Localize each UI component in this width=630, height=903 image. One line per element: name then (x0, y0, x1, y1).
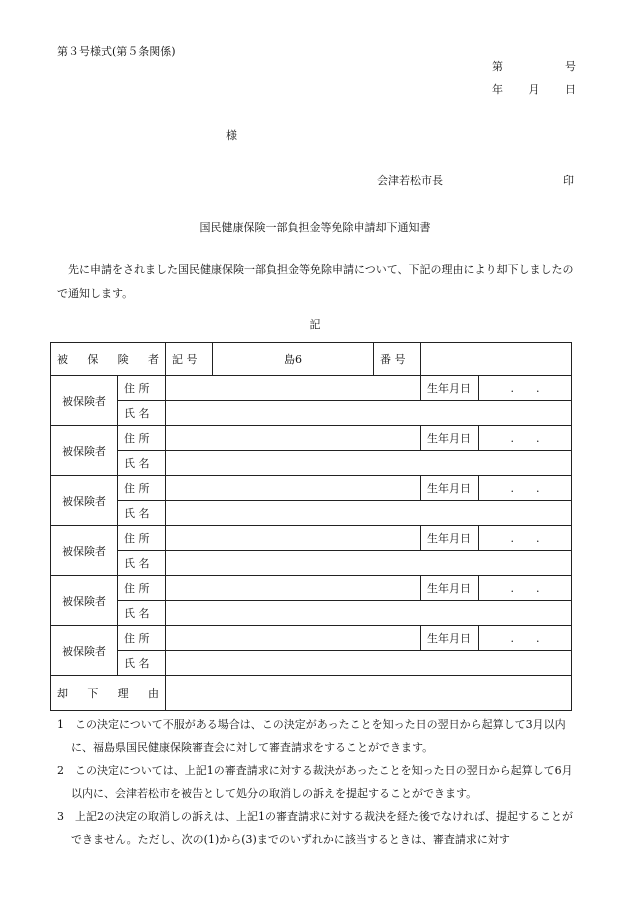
header-row (51, 343, 572, 376)
person-address-row (51, 526, 572, 551)
insured-label-cell (51, 343, 166, 376)
person-name-row (51, 651, 572, 676)
name-value (166, 601, 572, 626)
address-value (166, 426, 421, 451)
dob-value: . . (479, 576, 572, 601)
number-label: 番 号 (374, 343, 421, 376)
dob-label: 生年月日 (421, 526, 479, 551)
document-number (492, 58, 576, 74)
insured-label: 被 保 険 者 (57, 353, 159, 366)
name-label: 氏 名 (118, 401, 166, 426)
address-label: 住 所 (118, 426, 166, 451)
reason-label-cell (51, 676, 166, 711)
name-label: 氏 名 (118, 651, 166, 676)
address-label: 住 所 (118, 376, 166, 401)
dob-label: 生年月日 (421, 626, 479, 651)
address-label: 住 所 (118, 526, 166, 551)
address-value (166, 476, 421, 501)
dob-value: . . (479, 626, 572, 651)
person-label: 被保険者 (51, 426, 118, 476)
reason-row (51, 676, 572, 711)
name-label: 氏 名 (118, 601, 166, 626)
address-value (166, 526, 421, 551)
note-item: 3 上記2の決定の取消しの訴えは、上記1の審査請求に対する裁決を経た後でなければ、提起することができません。ただし、次の(1)から(3)までのいずれかに該当するときは、審査請求に対す (57, 810, 573, 846)
issuer: 会津若松市長 (377, 174, 443, 187)
address-value (166, 376, 421, 401)
person-address-row (51, 426, 572, 451)
note-item: 1 この決定について不服がある場合は、この決定があったことを知った日の翌日から起算して3月以内に、福島県国民健康保険審査会に対して審査請求をすることができます。 (57, 718, 566, 754)
symbol-label: 記 号 (166, 343, 213, 376)
dob-value: . . (479, 476, 572, 501)
address-value (166, 576, 421, 601)
person-name-row (51, 601, 572, 626)
person-address-row (51, 376, 572, 401)
dob-label: 生年月日 (421, 576, 479, 601)
person-label: 被保険者 (51, 626, 118, 676)
name-value (166, 451, 572, 476)
insured-table (50, 342, 572, 711)
dob-value: . . (479, 426, 572, 451)
dob-value: . . (479, 526, 572, 551)
form-number: 第３号様式(第５条関係) (57, 45, 176, 58)
person-name-row (51, 401, 572, 426)
reason-value (166, 676, 572, 711)
name-value (166, 501, 572, 526)
name-label: 氏 名 (118, 551, 166, 576)
dob-value: . . (479, 376, 572, 401)
seal-mark: 印 (563, 174, 574, 187)
issue-date (492, 81, 576, 97)
name-value (166, 651, 572, 676)
address-value (166, 626, 421, 651)
document-title: 国民健康保険一部負担金等免除申請却下通知書 (199, 221, 431, 234)
notes (57, 713, 577, 851)
address-label: 住 所 (118, 476, 166, 501)
symbol-value: 島6 (213, 343, 374, 376)
person-address-row (51, 626, 572, 651)
ki-heading: 記 (309, 318, 321, 331)
person-address-row (51, 476, 572, 501)
name-value (166, 551, 572, 576)
reason-label: 却 下 理 由 (57, 687, 159, 700)
person-address-row (51, 576, 572, 601)
address-label: 住 所 (118, 576, 166, 601)
person-label: 被保険者 (51, 476, 118, 526)
person-name-row (51, 551, 572, 576)
body-text: 先に申請をされました国民健康保険一部負担金等免除申請について、下記の理由により却下しましたので通知します。 (57, 263, 574, 300)
person-label: 被保険者 (51, 526, 118, 576)
date-day: 日 (565, 83, 576, 96)
dob-label: 生年月日 (421, 426, 479, 451)
date-year: 年 (492, 83, 503, 96)
name-label: 氏 名 (118, 451, 166, 476)
number-prefix: 第 (492, 60, 503, 73)
dob-label: 生年月日 (421, 376, 479, 401)
address-label: 住 所 (118, 626, 166, 651)
person-label: 被保険者 (51, 576, 118, 626)
note-item: 2 この決定については、上記1の審査請求に対する裁決があったことを知った日の翌日から起算して6月以内に、会津若松市を被告として処分の取消しの訴えを提起することができます。 (57, 764, 573, 800)
person-name-row (51, 451, 572, 476)
number-suffix: 号 (565, 60, 576, 73)
date-month: 月 (528, 83, 540, 96)
name-label: 氏 名 (118, 501, 166, 526)
person-name-row (51, 501, 572, 526)
name-value (166, 401, 572, 426)
addressee: 様 (226, 129, 237, 142)
person-label: 被保険者 (51, 376, 118, 426)
dob-label: 生年月日 (421, 476, 479, 501)
number-value (421, 343, 572, 376)
